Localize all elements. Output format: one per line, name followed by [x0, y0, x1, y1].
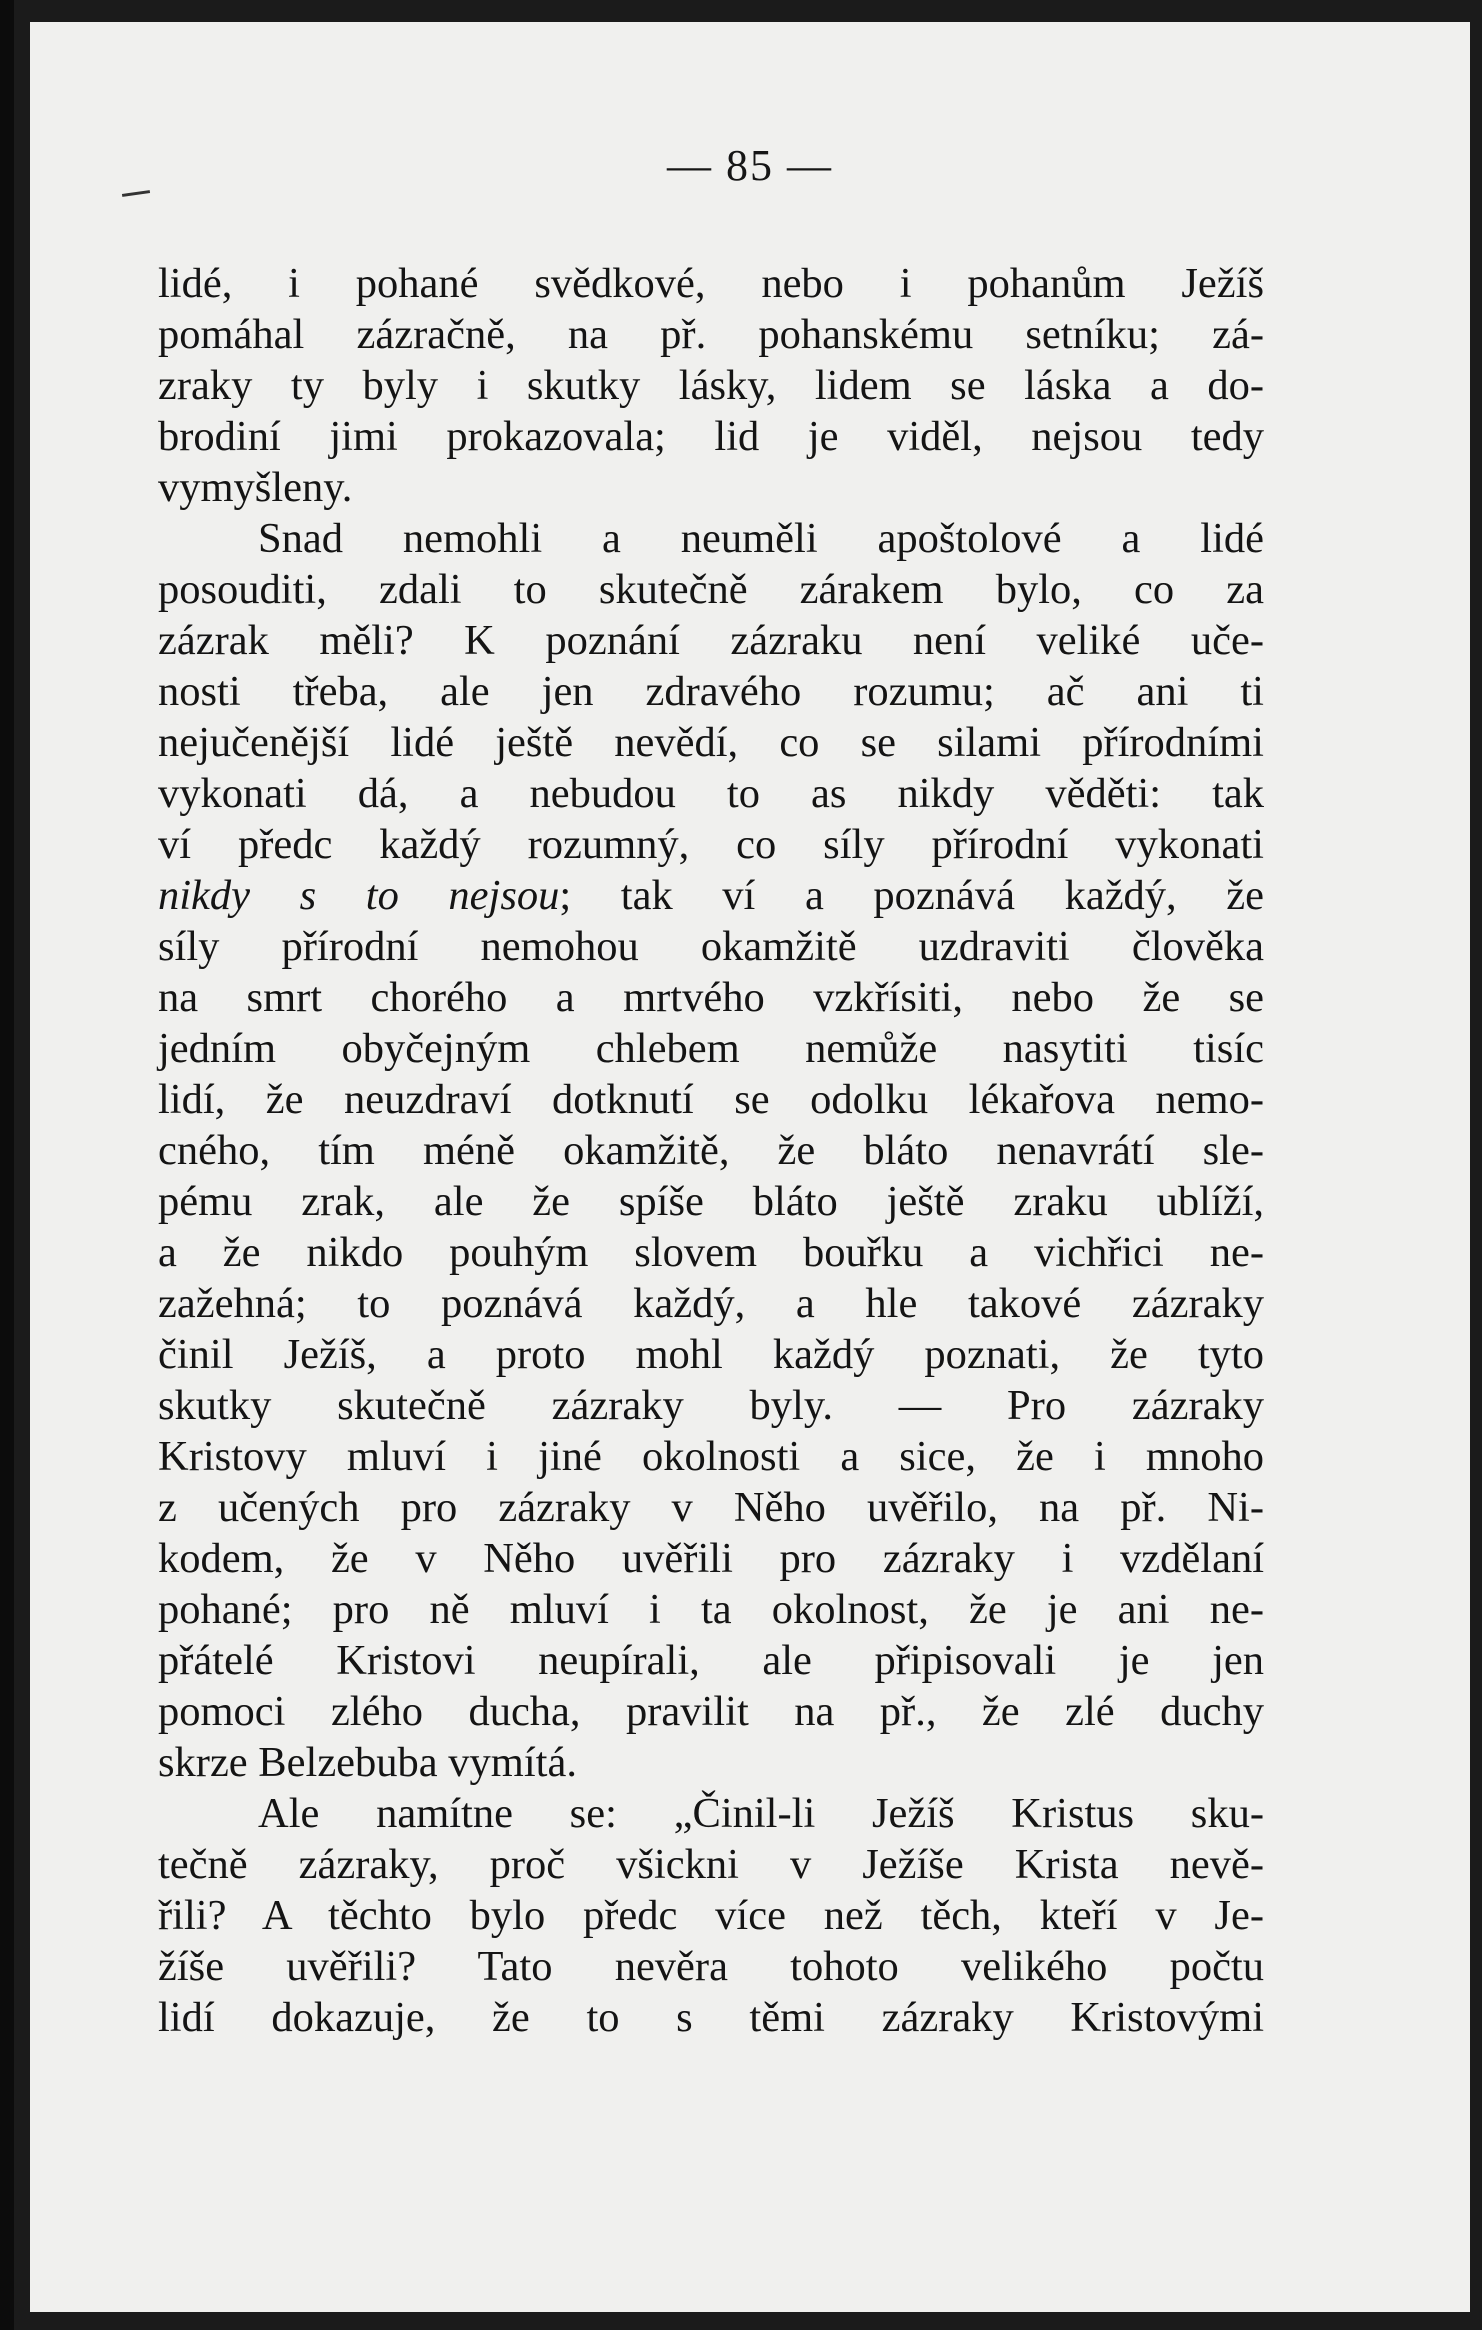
text-line: a že nikdo pouhým slovem bouřku a vichřici ne-	[158, 1229, 1264, 1276]
text-line: lidí, že neuzdraví dotknutí se odolku lékařova nemo-	[158, 1076, 1264, 1123]
text-line: z učených pro zázraky v Něho uvěřilo, na př. Ni-	[158, 1484, 1264, 1531]
text-line: vymyšleny.	[158, 464, 353, 511]
text-line: nosti třeba, ale jen zdravého rozumu; ač ani ti	[158, 668, 1264, 715]
paragraph-start-line: Ale namítne se: „Činil-li Ježíš Kristus sku-	[258, 1790, 1264, 1837]
text-line: nejučenější lidé ještě nevědí, co se silami přírodními	[158, 719, 1264, 766]
text-line: lidí dokazuje, že to s těmi zázraky Kristovými	[158, 1994, 1264, 2041]
text-line: zraky ty byly i skutky lásky, lidem se láska a do-	[158, 362, 1264, 409]
text-line: přátelé Kristovi neupírali, ale připisovali je jen	[158, 1637, 1264, 1684]
text-line: na smrt chorého a mrtvého vzkřísiti, nebo že se	[158, 974, 1264, 1021]
text-line: kodem, že v Něho uvěřili pro zázraky i vzdělaní	[158, 1535, 1264, 1582]
text-line: pohané; pro ně mluví i ta okolnost, že je ani ne-	[158, 1586, 1264, 1633]
text-line-remainder: ; tak ví a poznává každý, že	[559, 872, 1264, 919]
text-line: cného, tím méně okamžitě, že bláto nenavrátí sle-	[158, 1127, 1264, 1174]
text-line: skrze Belzebuba vymítá.	[158, 1739, 577, 1786]
text-line: řili? A těchto bylo předc více než těch, kteří v Je-	[158, 1892, 1264, 1939]
text-line: síly přírodní nemohou okamžitě uzdraviti člověka	[158, 923, 1264, 970]
paragraph-start-line: Snad nemohli a neuměli apoštolové a lidé	[258, 515, 1264, 562]
text-line: Kristovy mluví i jiné okolnosti a sice, že i mnoho	[158, 1433, 1264, 1480]
text-line: zázrak měli? K poznání zázraku není veliké uče-	[158, 617, 1264, 664]
text-line: tečně zázraky, proč všickni v Ježíše Krista nevě-	[158, 1841, 1264, 1888]
page-number: — 85 —	[667, 141, 833, 190]
text-line: žíše uvěřili? Tato nevěra tohoto velikého počtu	[158, 1943, 1264, 1990]
text-line: lidé, i pohané svědkové, nebo i pohanům Ježíš	[158, 260, 1264, 307]
scan-left-edge	[0, 0, 14, 2330]
text-line: skutky skutečně zázraky byly. — Pro zázraky	[158, 1382, 1264, 1429]
text-line: činil Ježíš, a proto mohl každý poznati, že tyto	[158, 1331, 1264, 1378]
text-line: pomoci zlého ducha, pravilit na př., že zlé duchy	[158, 1688, 1264, 1735]
body-text	[158, 258, 1264, 2043]
text-line: pému zrak, ale že spíše bláto ještě zraku ublíží,	[158, 1178, 1264, 1225]
text-line: brodiní jimi prokazovala; lid je viděl, nejsou tedy	[158, 413, 1264, 460]
text-line-with-italic	[158, 870, 1264, 921]
italic-phrase: nikdy s to nejsou	[158, 872, 560, 919]
text-line: pomáhal zázračně, na př. pohanskému setníku; zá-	[158, 311, 1264, 358]
text-line: posouditi, zdali to skutečně zárakem bylo, co za	[158, 566, 1264, 613]
text-line: ví předc každý rozumný, co síly přírodní vykonati	[158, 821, 1264, 868]
text-line: zažehná; to poznává každý, a hle takové zázraky	[158, 1280, 1264, 1327]
book-page	[30, 22, 1470, 2312]
ink-speck	[122, 190, 150, 197]
text-line: jedním obyčejným chlebem nemůže nasytiti tisíc	[158, 1025, 1264, 1072]
text-line: vykonati dá, a nebudou to as nikdy věděti: tak	[158, 770, 1264, 817]
